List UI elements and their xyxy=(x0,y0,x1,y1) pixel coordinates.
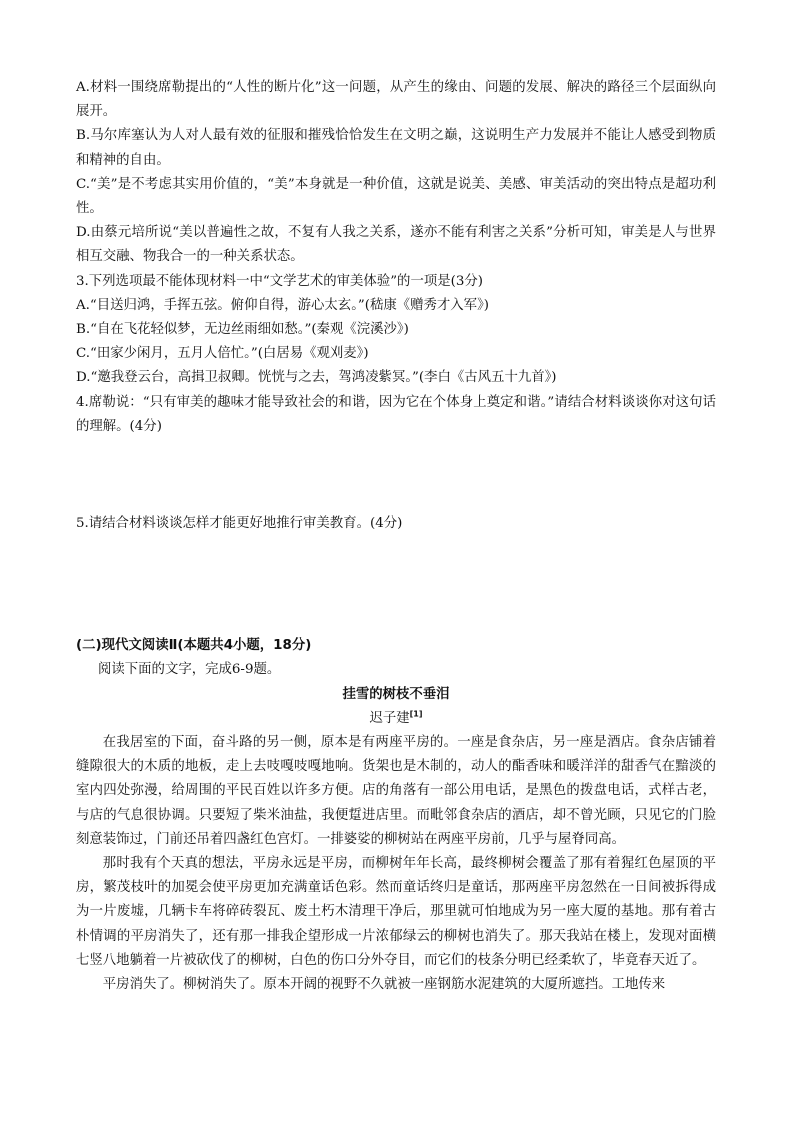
footnote-mark: [1] xyxy=(409,709,423,719)
q4-answer-space xyxy=(76,439,716,512)
essay-paragraph-1: 在我居室的下面，奋斗路的另一侧，原本是有两座平房的。一座是食杂店，另一座是酒店。食杂店铺着缝隙很大的木质的地板，走上去吱嘎吱嘎地响。货架也是木制的，动人的酯香味和暖洋洋的甜香气在黯淡的室内四处弥漫，给周围的平民百姓以许多方便。店的角落有一部公用电话，是黑色的拨盘电话，式样古老，与店的气息很协调。只要短了柴米油盐，我便踅进店里。而毗邻食杂店的酒店，却不曾光顾，只见它的门脸刻意装饰过，门前还吊着四盏红色宫灯。一排婆娑的柳树站在两座平房前，几乎与屋脊同高。 xyxy=(76,735,716,847)
essay-paragraph-3: 平房消失了。柳树消失了。原本开阔的视野不久就被一座钢筋水泥建筑的大厦所遮挡。工地传来 xyxy=(102,977,666,993)
q3-stem: 3.下列选项最不能体现材料一中“文学艺术的审美体验”的一项是(3分) xyxy=(76,273,483,289)
q4-question: 4.席勒说：“只有审美的趣味才能导致社会的和谐，因为它在个体身上奠定和谐。”请结合材料谈谈你对这句话的理解。(4分) xyxy=(76,394,716,434)
q2-option-b: B.马尔库塞认为人对人最有效的征服和摧残恰恰发生在文明之巅，这说明生产力发展并不能让人感受到物质和精神的自由。 xyxy=(76,128,716,168)
q2-option-a: A.材料一围绕席勒提出的“人性的断片化”这一问题，从产生的缘由、问题的发展、解决的路径三个层面纵向展开。 xyxy=(76,80,716,120)
q3-option-d: D.“邀我登云台，高揖卫叔卿。恍恍与之去，驾鸿凌紫冥。”(李白《古风五十九首》) xyxy=(76,370,557,386)
q2-option-d: D.由蔡元培所说“美以普遍性之故，不复有人我之关系，遂亦不能有利害之关系”分析可知，审美是人与世界相互交融、物我合一的一种关系状态。 xyxy=(76,225,716,265)
essay-title: 挂雪的树枝不垂泪 xyxy=(342,686,450,702)
q3-option-b: B.“自在飞花轻似梦，无边丝雨细如愁。”(秦观《浣溪沙》) xyxy=(76,322,409,338)
section-instruction: 阅读下面的文字，完成6-9题。 xyxy=(98,662,281,678)
q3-option-a: A.“目送归鸿，手挥五弦。俯仰自得，游心太玄。”(嵇康《赠秀才入军》) xyxy=(76,297,489,313)
section-heading: (二)现代文阅读Ⅱ(本题共4小题，18分) xyxy=(76,638,312,654)
essay-paragraph-2: 那时我有个天真的想法，平房永远是平房，而柳树年年长高，最终柳树会覆盖了那有着猩红色屋顶的平房，繁茂枝叶的加冕会使平房更加充满童话色彩。然而童话终归是童话，那两座平房忽然在一日间被拆得成为一片废墟，几辆卡车将碎砖裂瓦、废土朽木清理干净后，那里就可怕地成为另一座大厦的基地。那有着古朴情调的平房消失了，还有那一排我企望形成一片浓郁绿云的柳树也消失了。那天我站在楼上，发现对面横七竖八地躺着一片被砍伐了的柳树，白色的伤口分外夺目，而它们的枝条分明已经柔软了，毕竟春天近了。 xyxy=(76,856,716,968)
q3-option-c: C.“田家少闲月，五月人倍忙。”(白居易《观刈麦》) xyxy=(76,346,369,362)
essay-author xyxy=(76,707,716,731)
q5-answer-space xyxy=(76,536,716,634)
author-name: 迟子建 xyxy=(369,710,410,726)
exam-page xyxy=(76,76,716,997)
q2-option-c: C.“美”是不考虑其实用价值的，“美”本身就是一种价值，这就是说美、美感、审美活动的突出特点是超功利性。 xyxy=(76,176,716,217)
q5-question: 5.请结合材料谈谈怎样才能更好地推行审美教育。(4分) xyxy=(76,516,403,532)
